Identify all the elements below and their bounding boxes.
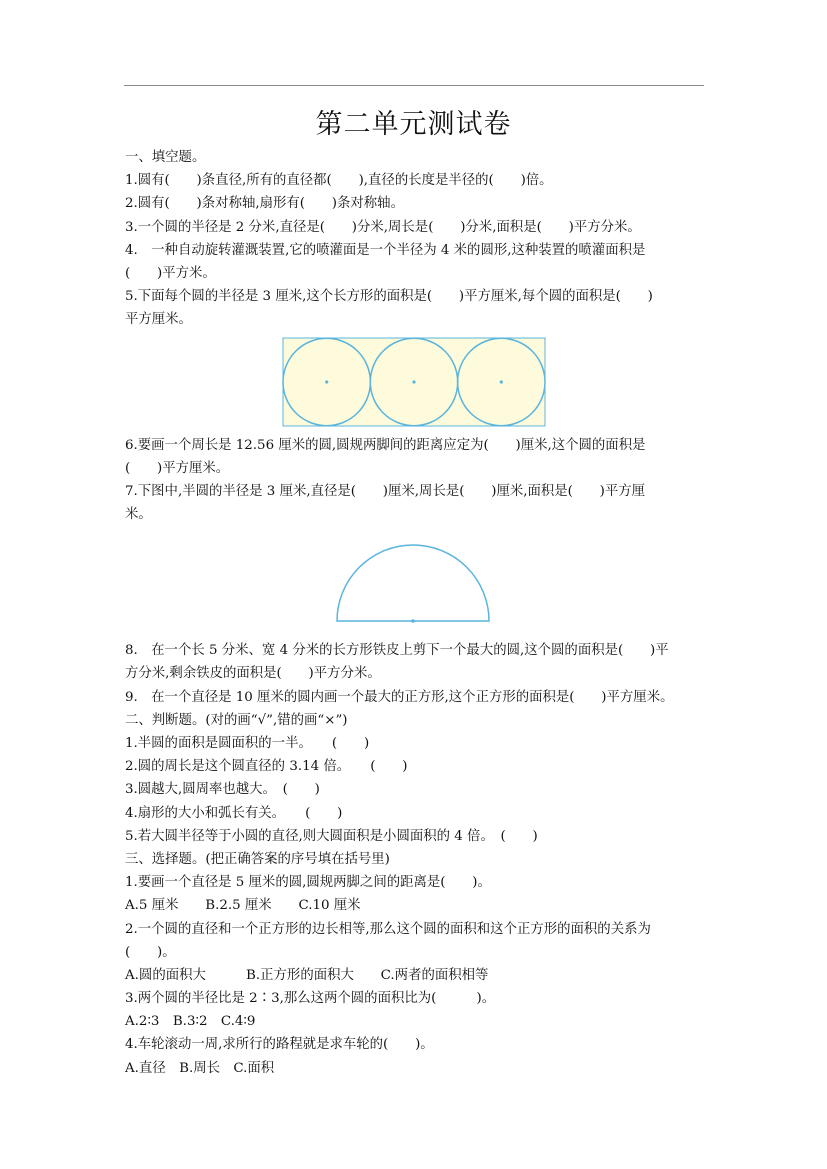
question-1-2: 2.圆有( )条对称轴,扇形有( )条对称轴。 — [125, 196, 404, 212]
question-1-3: 3.一个圆的半径是 2 分米,直径是( )分米,周长是( )分米,面积是( )平方分米。 — [125, 219, 641, 235]
question-1-8-line2: 方分米,剩余铁皮的面积是( )平方分米。 — [125, 666, 381, 682]
section2-heading: 二、判断题。(对的画“√”,错的画“×”) — [125, 712, 348, 728]
question-1-6-line2: ( )平方厘米。 — [125, 460, 230, 476]
circle-left-center — [325, 380, 328, 383]
question-3-1-options: A.5 厘米 B.2.5 厘米 C.10 厘米 — [125, 898, 361, 914]
question-3-1: 1.要画一个直径是 5 厘米的圆,圆规两脚之间的距离是( )。 — [125, 875, 491, 891]
question-1-4-line1: 4. 一种自动旋转灌溉装置,它的喷灌面是一个半径为 4 米的圆形,这种装置的喷灌面积是 — [125, 242, 646, 258]
semicircle-shape — [337, 545, 489, 621]
question-3-3-options: A.2∶3 B.3∶2 C.4∶9 — [125, 1014, 256, 1030]
worksheet-body — [125, 146, 710, 1080]
question-3-4: 4.车轮滚动一周,求所行的路程就是求车轮的( )。 — [125, 1037, 434, 1053]
question-2-1: 1.半圆的面积是圆面积的一半。 ( ) — [125, 736, 370, 751]
rectangle-with-circles-diagram — [282, 337, 546, 427]
page-title: 第二单元测试卷 — [315, 109, 512, 140]
question-1-7-line1: 7.下图中,半圆的半径是 3 厘米,直径是( )厘米,周长是( )厘米,面积是( )平方厘 — [125, 483, 646, 499]
question-1-8-line1: 8. 在一个长 5 分米、宽 4 分米的长方形铁皮上剪下一个最大的圆,这个圆的面积是( )平 — [125, 643, 669, 659]
circle-right-center — [500, 380, 503, 383]
question-1-5-line1: 5.下面每个圆的半径是 3 厘米,这个长方形的面积是( )平方厘米,每个圆的面积是( ) — [125, 289, 653, 305]
circle-middle-center — [412, 380, 415, 383]
section3-heading: 三、选择题。(把正确答案的序号填在括号里) — [125, 851, 390, 867]
question-3-2-options: A.圆的面积大 B.正方形的面积大 C.两者的面积相等 — [125, 967, 489, 983]
question-2-2: 2.圆的周长是这个圆直径的 3.14 倍。 ( ) — [125, 759, 408, 775]
header-rule — [124, 85, 704, 86]
question-3-2-line1: 2.一个圆的直径和一个正方形的边长相等,那么这个圆的面积和这个正方形的面积的关系为 — [125, 921, 651, 937]
question-1-9: 9. 在一个直径是 10 厘米的圆内画一个最大的正方形,这个正方形的面积是( )平方厘米。 — [125, 689, 674, 705]
question-3-4-options: A.直径 B.周长 C.面积 — [125, 1060, 275, 1076]
semicircle-center — [411, 619, 415, 623]
semicircle-figure — [125, 532, 710, 636]
question-2-3: 3.圆越大,圆周率也越大。 ( ) — [125, 782, 320, 798]
question-1-7-line2: 米。 — [125, 507, 152, 523]
question-3-2-line2: ( )。 — [125, 944, 176, 960]
section1-heading: 一、填空题。 — [125, 150, 206, 165]
question-1-1: 1.圆有( )条直径,所有的直径都( ),直径的长度是半径的( )倍。 — [125, 173, 553, 189]
question-1-4-line2: ( )平方米。 — [125, 265, 216, 281]
question-3-3: 3.两个圆的半径比是 2∶3,那么这两个圆的面积比为( )。 — [125, 991, 496, 1007]
question-1-5-line2: 平方厘米。 — [125, 312, 192, 328]
semicircle-diagram — [335, 539, 493, 623]
three-circles-figure — [125, 337, 710, 431]
question-2-4: 4.扇形的大小和弧长有关。 ( ) — [125, 805, 343, 821]
question-2-5: 5.若大圆半径等于小圆的直径,则大圆面积是小圆面积的 4 倍。 ( ) — [125, 828, 538, 844]
question-1-6-line1: 6.要画一个周长是 12.56 厘米的圆,圆规两脚间的距离应定为( )厘米,这个圆的面积是 — [125, 437, 646, 453]
